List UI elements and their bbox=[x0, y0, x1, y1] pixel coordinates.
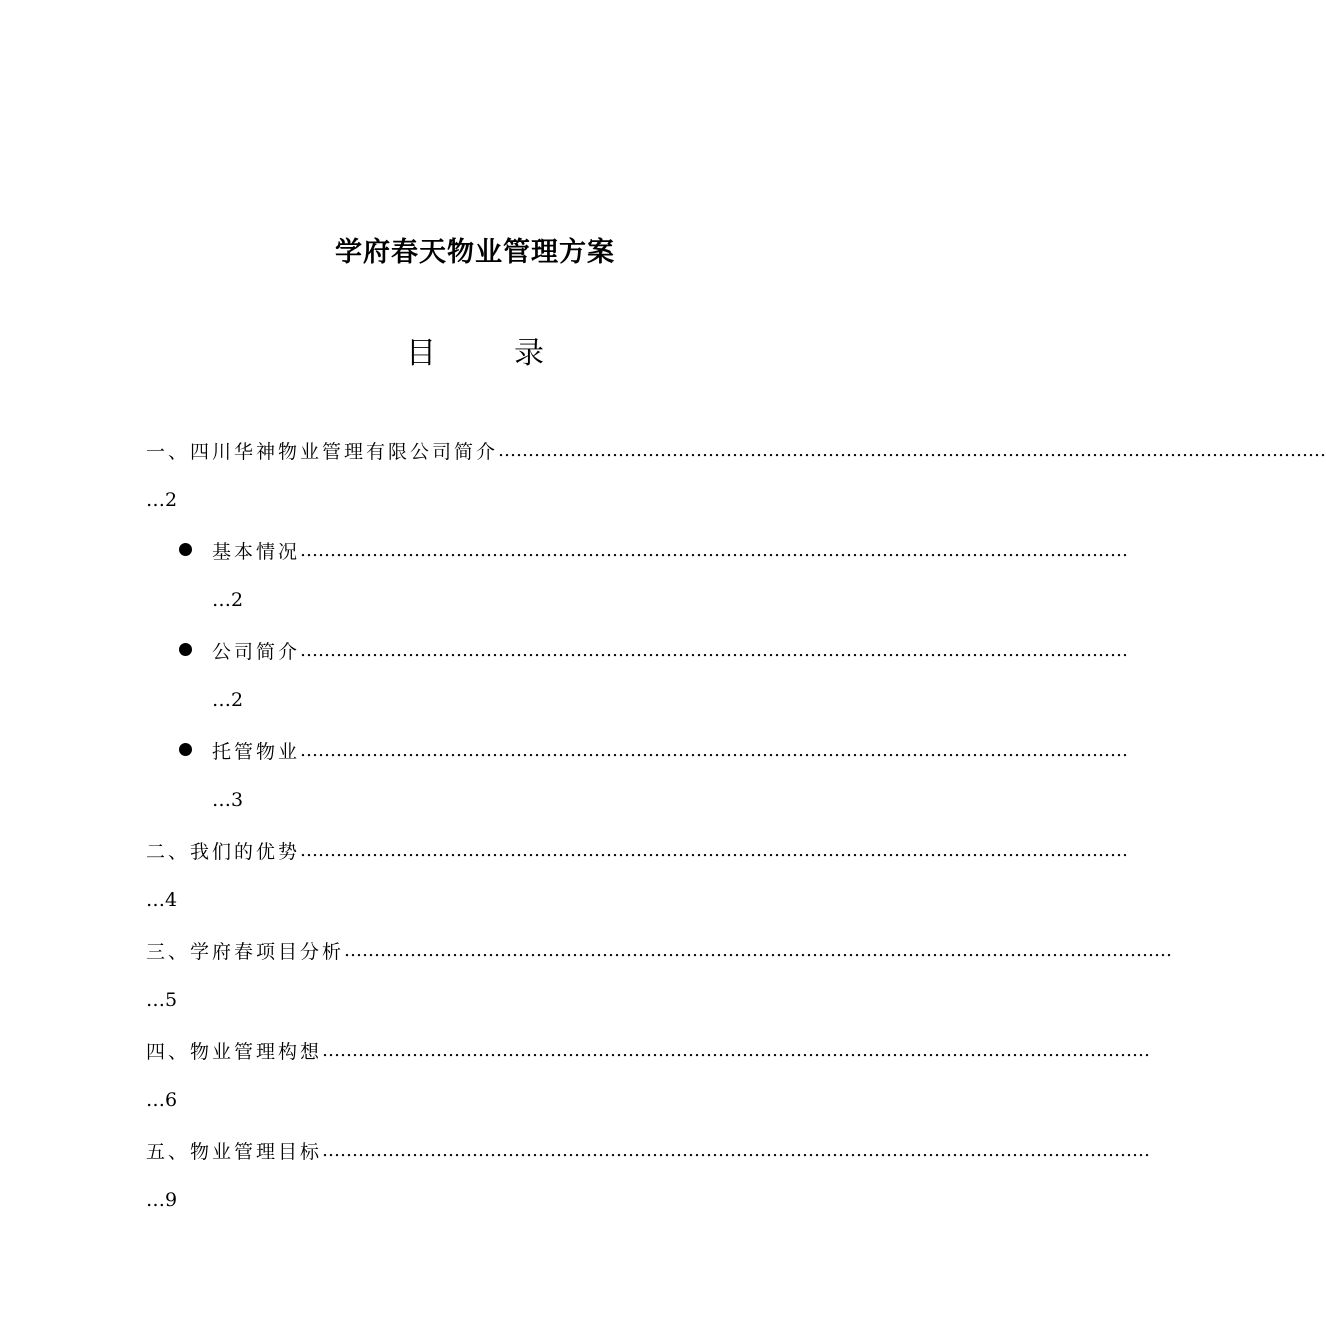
toc-entry-label: 基本情况 bbox=[212, 540, 301, 563]
document-title: 学府春天物业管理方案 bbox=[335, 237, 615, 268]
toc-entry[interactable] bbox=[146, 1132, 1151, 1232]
toc-leader: ………………………………………………………………………………………………………………………… bbox=[344, 939, 1173, 961]
toc-entry[interactable] bbox=[146, 632, 1129, 732]
bullet-icon bbox=[179, 743, 192, 756]
toc-entry[interactable] bbox=[146, 832, 1129, 932]
toc-leader: ………………………………………………………………………………………………………………………… bbox=[300, 839, 1129, 861]
toc-entry-label: 三、学府春项目分析 bbox=[146, 940, 345, 963]
toc-entry[interactable] bbox=[146, 732, 1129, 832]
toc-entry-page: …4 bbox=[146, 889, 178, 911]
toc-entry-page: …5 bbox=[146, 989, 178, 1011]
toc-leader: ………………………………………………………………………………………………………………………… bbox=[322, 1139, 1151, 1161]
bullet-icon bbox=[179, 543, 192, 556]
toc-heading-right: 录 bbox=[514, 336, 544, 371]
toc-leader: ………………………………………………………………………………………………………………………… bbox=[322, 1039, 1151, 1061]
toc-entry[interactable] bbox=[146, 432, 1326, 532]
toc-leader: ………………………………………………………………………………………………………………………… bbox=[300, 639, 1129, 661]
table-of-contents bbox=[146, 432, 1326, 1232]
toc-entry-label: 托管物业 bbox=[212, 740, 301, 763]
toc-entry-label: 二、我们的优势 bbox=[146, 840, 301, 863]
toc-heading-left: 目 bbox=[406, 336, 436, 371]
toc-entry-page: …2 bbox=[146, 489, 178, 511]
bullet-icon bbox=[179, 643, 192, 656]
toc-entry-page: …9 bbox=[146, 1189, 178, 1211]
toc-entry-page: …2 bbox=[212, 589, 244, 611]
toc-leader: ………………………………………………………………………………………………………………………… bbox=[300, 539, 1129, 561]
toc-entry[interactable] bbox=[146, 932, 1173, 1032]
toc-entry-label: 公司简介 bbox=[212, 640, 301, 663]
toc-entry-label: 四、物业管理构想 bbox=[146, 1040, 323, 1063]
toc-heading bbox=[0, 334, 950, 374]
toc-entry-page: …3 bbox=[212, 789, 244, 811]
toc-entry[interactable] bbox=[146, 532, 1129, 632]
toc-entry-label: 一、四川华神物业管理有限公司简介 bbox=[146, 440, 499, 463]
toc-entry-label: 五、物业管理目标 bbox=[146, 1140, 323, 1163]
toc-leader: ………………………………………………………………………………………………………………………… bbox=[498, 439, 1326, 461]
toc-entry-page: …6 bbox=[146, 1089, 178, 1111]
toc-leader: ………………………………………………………………………………………………………………………… bbox=[300, 739, 1129, 761]
toc-entry-page: …2 bbox=[212, 689, 244, 711]
toc-entry[interactable] bbox=[146, 1032, 1151, 1132]
